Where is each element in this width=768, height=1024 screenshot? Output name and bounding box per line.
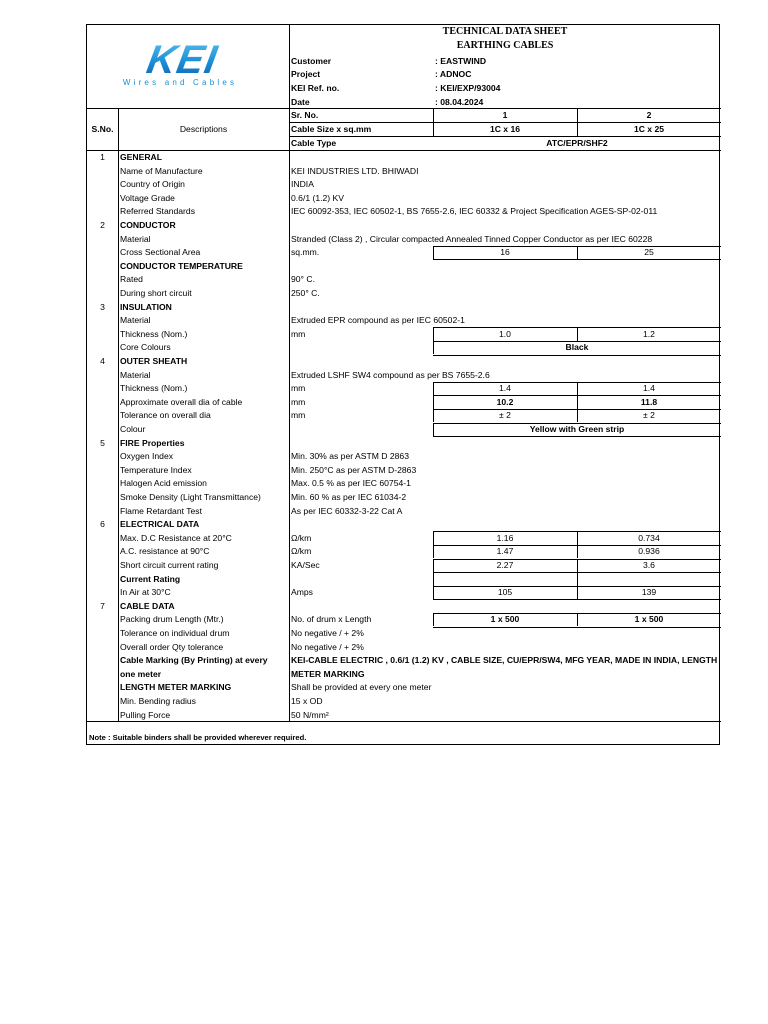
row-value: mm [291, 328, 306, 339]
row-description: Colour [120, 424, 146, 434]
row-description: Cable Marking (By Printing) at every [120, 655, 268, 666]
srno-2: 2 [646, 110, 652, 120]
value-size-1: 2.27 [496, 560, 514, 570]
row-value: Extruded LSHF SW4 compound as per BS 7655-2.6 [291, 369, 490, 380]
cable-type-label: Cable Type [291, 138, 337, 148]
value-size-2: 0.936 [638, 546, 660, 557]
row-description: Halogen Acid emission [120, 478, 207, 489]
logo-tagline: Wires and Cables [122, 78, 238, 87]
row-description: Min. Bending radius [120, 696, 196, 706]
value-size-2: 1.2 [643, 328, 655, 339]
row-number: 1 [100, 152, 105, 162]
row-value: No negative / + 2% [291, 641, 364, 652]
row-value: Extruded EPR compound as per IEC 60502-1 [291, 315, 465, 326]
row-description: Core Colours [120, 342, 171, 353]
data-sheet [86, 24, 720, 745]
row-description: CONDUCTOR [120, 220, 176, 230]
row-value: Amps [291, 587, 313, 598]
ref-no-label: KEI Ref. no. [291, 83, 340, 93]
descriptions-header: Descriptions [179, 124, 228, 134]
kei-logo-icon [95, 39, 265, 89]
project-label: Project [291, 69, 321, 79]
row-description: Thickness (Nom.) [120, 328, 188, 339]
value-size-2: 25 [644, 247, 654, 258]
row-description: Flame Retardant Test [120, 505, 202, 516]
row-value: Min. 30% as per ASTM D 2863 [291, 451, 409, 462]
value-size-1: 1.16 [496, 532, 514, 543]
row-value: KA/Sec [291, 560, 320, 570]
row-description: A.C. resistance at 90°C [120, 546, 210, 557]
row-description: FIRE Properties [120, 437, 185, 448]
value-box-line [433, 599, 721, 600]
row-description: Material [120, 369, 151, 380]
cable-size-1: 1C x 16 [489, 124, 521, 134]
row-number: 2 [100, 220, 105, 230]
customer-value: : EASTWIND [435, 56, 487, 66]
row-description: Referred Standards [120, 206, 195, 217]
value-size-2: 139 [641, 587, 657, 598]
row-value: METER MARKING [291, 668, 365, 679]
row-value: No. of drum x Length [291, 614, 372, 625]
row-description: During short circuit [120, 288, 192, 298]
row-description: one meter [120, 668, 162, 679]
date-value: : 08.04.2024 [435, 97, 484, 107]
row-value: Min. 60 % as per IEC 61034-2 [291, 492, 407, 502]
row-description: Tolerance on individual drum [120, 628, 230, 638]
row-description: In Air at 30°C [120, 587, 171, 598]
customer-label: Customer [291, 56, 332, 66]
value-size-2: ± 2 [643, 410, 655, 421]
row-description: Thickness (Nom.) [120, 383, 188, 394]
row-value: 15 x OD [291, 696, 323, 706]
srno-label: Sr. No. [291, 110, 319, 120]
value-size-1: 1.0 [499, 328, 511, 339]
row-value: Max. 0.5 % as per IEC 60754-1 [291, 478, 411, 489]
row-description: CONDUCTOR TEMPERATURE [120, 260, 243, 271]
value-merged: Black [565, 342, 589, 353]
date-label: Date [291, 97, 310, 107]
row-description: OUTER SHEATH [120, 356, 188, 366]
footnote: Note : Suitable binders shall be provided wherever required. [89, 733, 307, 742]
value-size-1: 1 x 500 [490, 614, 520, 625]
value-size-1: 16 [500, 247, 510, 258]
row-description: Temperature Index [120, 464, 192, 475]
project-value: : ADNOC [435, 69, 472, 79]
sheet-title: TECHNICAL DATA SHEET [442, 26, 568, 37]
grid-line [289, 25, 290, 721]
value-size-2: 1.4 [643, 383, 655, 394]
row-value: Min. 250°C as per ASTM D-2863 [291, 464, 417, 475]
row-value: Ω/km [291, 546, 312, 557]
row-description: Pulling Force [120, 709, 171, 720]
cable-size-label: Cable Size x sq.mm [291, 124, 372, 134]
value-size-1: 105 [497, 587, 513, 598]
row-description: Tolerance on overall dia [120, 410, 211, 421]
value-size-1: 1.4 [499, 383, 511, 394]
row-value: IEC 60092-353, IEC 60502-1, BS 7655-2.6, IEC 60332 & Project Specification AGES-SP-02-011 [291, 206, 658, 217]
row-number: 3 [100, 301, 105, 312]
row-value: mm [291, 396, 306, 407]
row-value: 250° C. [291, 288, 320, 298]
value-merged: Yellow with Green strip [529, 424, 625, 434]
row-value: mm [291, 410, 306, 421]
value-size-2: 0.734 [638, 532, 660, 543]
row-description: Max. D.C Resistance at 20°C [120, 532, 232, 543]
row-description: Current Rating [120, 573, 181, 584]
row-description: GENERAL [120, 152, 163, 162]
ref-no-value: : KEI/EXP/93004 [435, 83, 501, 93]
row-value: INDIA [291, 179, 314, 190]
row-description: Material [120, 233, 151, 244]
value-box-line [433, 436, 721, 437]
row-value: 0.6/1 (1.2) KV [291, 192, 345, 203]
row-description: Oxygen Index [120, 451, 174, 462]
row-description: Short circuit current rating [120, 560, 219, 570]
row-number: 6 [100, 519, 105, 530]
value-size-2: 1 x 500 [634, 614, 664, 625]
grid-line [87, 721, 721, 722]
row-description: Name of Manufacture [120, 165, 203, 176]
cable-size-2: 1C x 25 [633, 124, 665, 134]
grid-line [118, 108, 119, 721]
row-description: CABLE DATA [120, 600, 175, 611]
row-value: No negative / + 2% [291, 628, 364, 638]
value-size-1: 1.47 [496, 546, 514, 557]
row-description: Voltage Grade [120, 192, 175, 203]
value-box-line [433, 259, 721, 260]
row-description: Rated [120, 274, 143, 285]
row-value: mm [291, 383, 306, 394]
row-value: 50 N/mm² [291, 709, 329, 720]
value-box-line [433, 355, 721, 356]
value-size-2: 11.8 [640, 396, 658, 407]
row-value: KEI INDUSTRIES LTD. BHIWADI [291, 165, 419, 176]
row-description: Cross Sectional Area [120, 247, 201, 258]
row-value: sq.mm. [291, 247, 320, 258]
row-description: Smoke Density (Light Transmittance) [120, 492, 261, 502]
row-value: 90° C. [291, 274, 315, 285]
kei-logo [95, 39, 265, 89]
row-value: Stranded (Class 2) , Circular compacted Annealed Tinned Copper Conductor as per IEC 60228 [291, 233, 653, 244]
row-value: Ω/km [291, 532, 312, 543]
row-description: Country of Origin [120, 179, 185, 190]
row-description: Material [120, 315, 151, 326]
row-value: As per IEC 60332-3-22 Cat A [291, 505, 403, 516]
value-size-2: 3.6 [643, 560, 655, 570]
sno-header: S.No. [91, 124, 114, 134]
row-number: 7 [100, 600, 105, 611]
row-description: INSULATION [120, 301, 172, 312]
value-box-line [577, 572, 578, 586]
value-size-1: ± 2 [499, 410, 511, 421]
row-description: Packing drum Length (Mtr.) [120, 614, 224, 625]
sheet-subtitle: EARTHING CABLES [456, 40, 554, 51]
logo-brand: KEI [143, 39, 222, 82]
srno-1: 1 [502, 110, 508, 120]
cable-type-value: ATC/EPR/SHF2 [546, 138, 608, 148]
value-box-line [433, 572, 434, 586]
row-value: KEI-CABLE ELECTRIC , 0.6/1 (1.2) KV , CABLE SIZE, CU/EPR/SW4, MFG YEAR, MADE IN INDIA, LENGTH [291, 655, 718, 666]
row-description: LENGTH METER MARKING [120, 682, 232, 693]
row-number: 4 [100, 356, 105, 366]
row-description: ELECTRICAL DATA [120, 519, 200, 530]
row-value: Shall be provided at every one meter [291, 682, 432, 693]
row-number: 5 [100, 437, 105, 448]
row-description: Approximate overall dia of cable [120, 396, 243, 407]
value-size-1: 10.2 [496, 396, 514, 407]
row-description: Overall order Qty tolerance [120, 641, 224, 652]
